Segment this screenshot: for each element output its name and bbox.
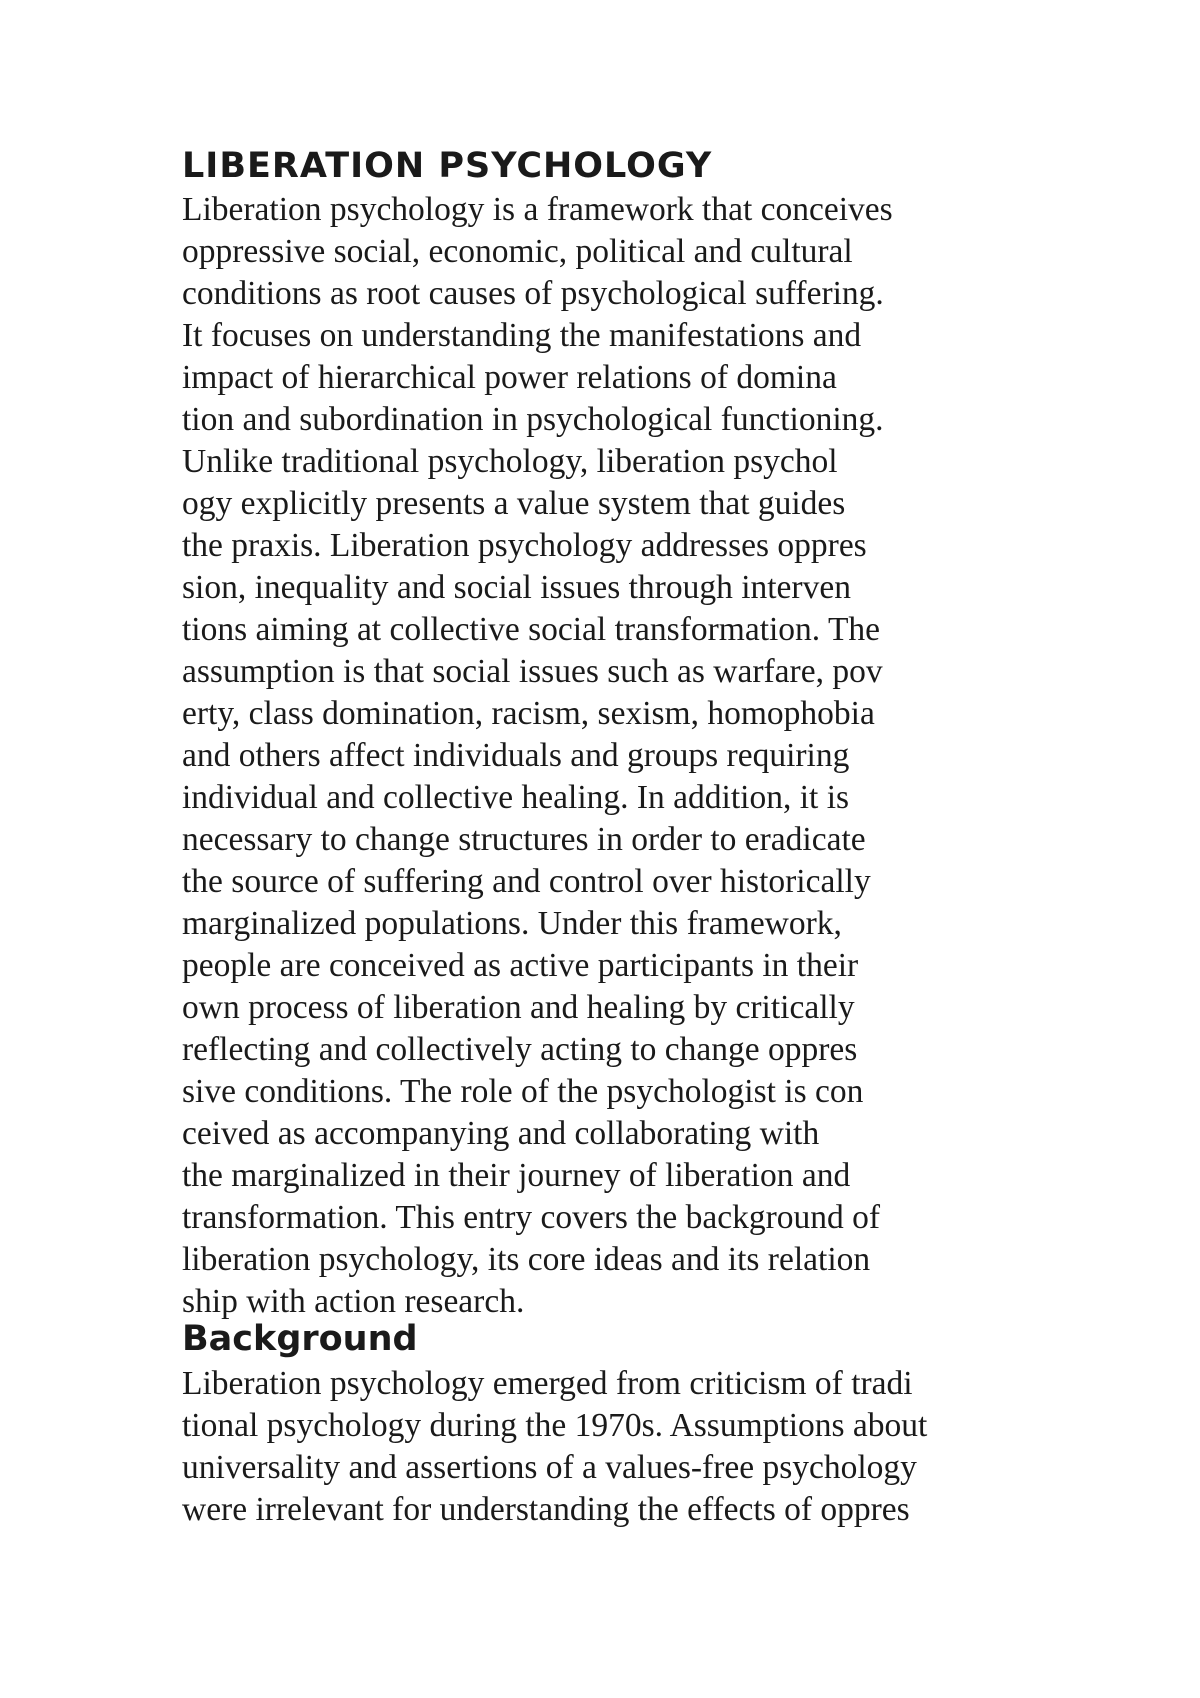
text-line: sion, inequality and social issues through interven bbox=[182, 569, 851, 606]
text-line: Liberation psychology emerged from criticism of tradi bbox=[182, 1365, 913, 1402]
text-line: ogy explicitly presents a value system that guides bbox=[182, 485, 846, 522]
text-line: ceived as accompanying and collaborating with bbox=[182, 1115, 820, 1152]
text-line: universality and assertions of a values-free psychology bbox=[182, 1449, 917, 1486]
text-line: people are conceived as active participants in their bbox=[182, 947, 859, 984]
text-line: conditions as root causes of psychological suffering. bbox=[182, 275, 884, 312]
text-line: oppressive social, economic, political and cultural bbox=[182, 233, 853, 270]
intro-paragraph bbox=[182, 189, 893, 1323]
text-line: the marginalized in their journey of liberation and bbox=[182, 1157, 851, 1194]
document-title: LIBERATION PSYCHOLOGY bbox=[182, 146, 713, 186]
text-line: and others affect individuals and groups requiring bbox=[182, 737, 850, 774]
text-line: tions aiming at collective social transformation. The bbox=[182, 611, 881, 648]
text-line: Unlike traditional psychology, liberation psychol bbox=[182, 443, 838, 480]
text-line: ship with action research. bbox=[182, 1283, 525, 1320]
text-line: tional psychology during the 1970s. Assumptions about bbox=[182, 1407, 928, 1444]
text-line: were irrelevant for understanding the effects of oppres bbox=[182, 1491, 910, 1528]
background-paragraph bbox=[182, 1363, 927, 1531]
section-heading-background: Background bbox=[182, 1319, 418, 1359]
text-line: Liberation psychology is a framework that conceives bbox=[182, 191, 893, 228]
text-line: reflecting and collectively acting to change oppres bbox=[182, 1031, 858, 1068]
text-line: transformation. This entry covers the background of bbox=[182, 1199, 881, 1236]
text-line: own process of liberation and healing by critically bbox=[182, 989, 855, 1026]
text-line: liberation psychology, its core ideas and its relation bbox=[182, 1241, 871, 1278]
text-line: marginalized populations. Under this framework, bbox=[182, 905, 842, 942]
text-line: erty, class domination, racism, sexism, homophobia bbox=[182, 695, 875, 732]
text-line: tion and subordination in psychological functioning. bbox=[182, 401, 884, 438]
text-line: It focuses on understanding the manifestations and bbox=[182, 317, 862, 354]
text-line: individual and collective healing. In addition, it is bbox=[182, 779, 850, 816]
text-line: sive conditions. The role of the psychologist is con bbox=[182, 1073, 864, 1110]
text-line: the praxis. Liberation psychology addresses oppres bbox=[182, 527, 867, 564]
text-line: necessary to change structures in order to eradicate bbox=[182, 821, 866, 858]
text-line: the source of suffering and control over historically bbox=[182, 863, 871, 900]
text-line: impact of hierarchical power relations of domina bbox=[182, 359, 837, 396]
text-line: assumption is that social issues such as warfare, pov bbox=[182, 653, 883, 690]
